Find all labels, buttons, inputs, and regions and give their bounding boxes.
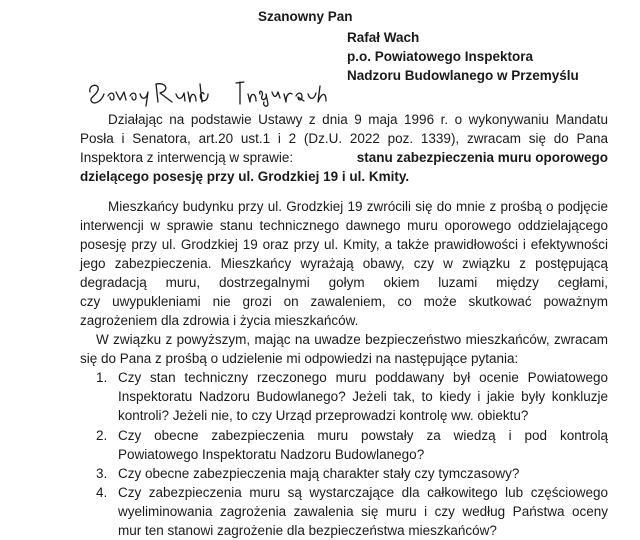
question4-line3: mur ten stanowi zagrożenie dla bezpieczeństwa mieszkańców?	[118, 523, 497, 538]
question-number: 4.	[96, 485, 108, 500]
paragraph1-line1: Działając na podstawie Ustawy z dnia 9 maja 1996 r. o wykonywaniu Mandatu	[108, 112, 608, 127]
paragraph1-line3-bold: stanu zabezpieczenia muru oporowego	[356, 150, 608, 165]
paragraph1-line3-text: Inspektora z interwencją w sprawie:	[80, 150, 294, 165]
paragraph1-line2: Posła i Senatora, art.20 ust.1 i 2 (Dz.U. 2022 poz. 1339), zwracam się do Pana	[80, 131, 608, 146]
paragraph3-line1: W związku z powyższym, mając na uwadze bezpieczeństwo mieszkańców, zwracam	[96, 332, 608, 347]
paragraph3-line2: się do Pana z prośbą o udzielenie mi odpowiedzi na następujące pytania:	[80, 351, 519, 366]
question-number: 1.	[96, 370, 108, 385]
question1-line3: kontroli? Jeżeli nie, to czy Urząd przeprowadzi kontrolę ww. obiektu?	[118, 408, 529, 423]
paragraph2-line5: degradacją muru, dostrzegalnymi gołym okiem luzami między cegłami,	[80, 275, 608, 290]
paragraph2-line3: posesję przy ul. Grodzkiej 19 oraz przy ul. Kmity, a także prawidłowości i efektywności	[80, 237, 608, 252]
paragraph2-line1: Mieszkańcy budynku przy ul. Grodzkiej 19 zwrócili się do mnie z prośbą o podjęcie	[108, 199, 608, 214]
question4-line1: Czy zabezpieczenia muru są wystarczające dla całkowitego lub częściowego	[118, 485, 608, 500]
recipient-name: Rafał Wach	[347, 30, 420, 45]
question3-line1: Czy obecne zabezpieczenia mają charakter stały czy tymczasowy?	[118, 466, 520, 481]
question1-line1: Czy stan techniczny rzeczonego muru poddawany był ocenie Powiatowego	[118, 370, 608, 385]
question-number: 3.	[96, 466, 108, 481]
question4-line2: wyeliminowania zagrożenia zawalenia się muru i czy według Państwa oceny	[118, 504, 608, 519]
question1-line2: Inspektoratu Nadzoru Budowlanego? Jeżeli tak, to kiedy i jakie były konkluzje	[118, 389, 608, 404]
paragraph2-line7: zagrożeniem dla zdrowia i życia mieszkańców.	[80, 313, 359, 328]
salutation-heading: Szanowny Pan	[258, 9, 353, 24]
recipient-title-line1: p.o. Powiatowego Inspektora	[347, 49, 534, 64]
paragraph2-line4: jego zabezpieczenia. Mieszkańcy wyrażają obawy, czy w związku z postępującą	[80, 256, 608, 271]
question2-line1: Czy obecne zabezpieczenia muru powstały za wiedzą i pod kontrolą	[118, 428, 608, 443]
paragraph2-line2: interwencji w sprawie stanu technicznego dawnego muru oporowego oddzielającego	[80, 218, 608, 233]
paragraph2-line6: czy uwypukleniami nie grozi on zawaleniem, co może skutkować poważnym	[80, 294, 608, 309]
recipient-title-line2: Nadzoru Budowlanego w Przemyślu	[347, 68, 579, 83]
paragraph1-line4: dzielącego posesję przy ul. Grodzkiej 19 i ul. Kmity.	[80, 169, 410, 184]
question-number: 2.	[96, 428, 108, 443]
question2-line2: Powiatowego Inspektoratu Nadzoru Budowlanego?	[118, 447, 425, 462]
